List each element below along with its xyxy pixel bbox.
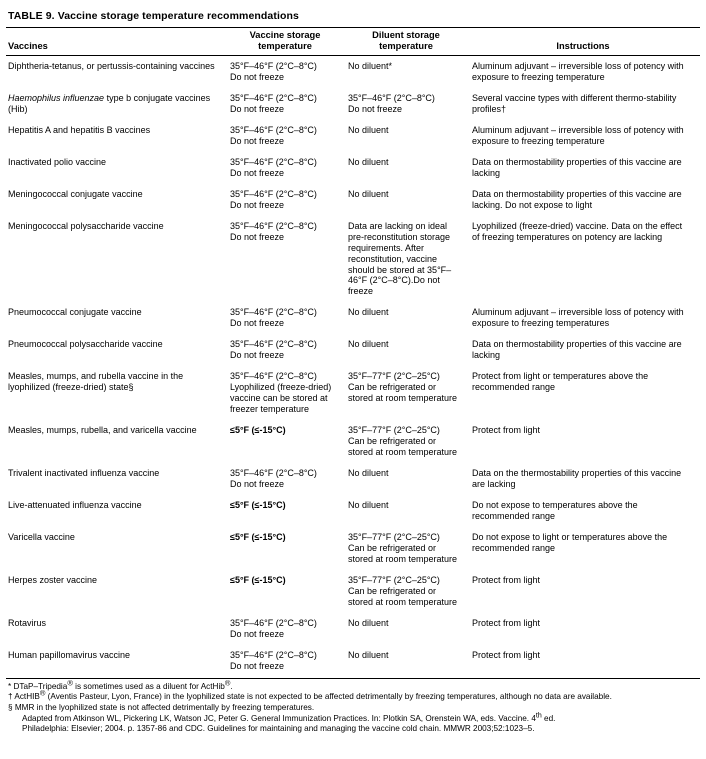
diluent-temperature-line: 35°F–46°F (2°C–8°C) (348, 92, 435, 103)
cell-vaccine-storage-temperature (228, 366, 346, 420)
cell-instructions (470, 645, 700, 678)
diluent-temperature-line: No diluent (348, 468, 389, 479)
footnotes (6, 677, 700, 735)
table-row (6, 366, 700, 420)
vaccine-name: Trivalent inactivated influenza vaccine (8, 468, 160, 479)
cell-diluent-storage-temperature (346, 55, 470, 87)
vaccine-name: Human papillomavirus vaccine (8, 649, 131, 660)
cell-instructions (470, 463, 700, 495)
cell-vaccine-storage-temperature (228, 302, 346, 334)
footnote-asterisk-pre: * DTaP–Tripedia (8, 681, 68, 691)
diluent-temperature-line: No diluent (348, 339, 389, 350)
cell-diluent-storage-temperature (346, 463, 470, 495)
table-row (6, 570, 700, 613)
table-row (6, 88, 700, 120)
vaccine-name: Herpes zoster vaccine (8, 574, 98, 585)
storage-temperature-line: Do not freeze (230, 479, 285, 490)
storage-temperature-line: 35°F–46°F (2°C–8°C) (230, 124, 317, 135)
storage-temperature-line: Do not freeze (230, 660, 285, 671)
cell-instructions (470, 495, 700, 527)
cell-vaccine-storage-temperature (228, 184, 346, 216)
cell-instructions (470, 334, 700, 366)
cell-vaccine-storage-temperature (228, 216, 346, 303)
footnote-dagger (8, 688, 700, 703)
cell-diluent-storage-temperature (346, 216, 470, 303)
storage-temperature-line: 35°F–46°F (2°C–8°C) (230, 649, 317, 660)
table-title: TABLE 9. Vaccine storage temperature recommendations (8, 10, 299, 22)
vaccine-name: Rotavirus (8, 617, 47, 628)
cell-vaccine (6, 55, 228, 87)
vaccine-name: Varicella vaccine (8, 531, 75, 542)
table-row (6, 495, 700, 527)
cell-vaccine (6, 184, 228, 216)
storage-temperature-line: Do not freeze (230, 167, 285, 178)
vaccine-name: Meningococcal polysaccharide vaccine (8, 220, 164, 231)
vaccine-name: Diphtheria-tetanus, or pertussis-containing vaccines (8, 60, 215, 71)
cell-vaccine-storage-temperature (228, 570, 346, 613)
storage-temperature-line: Do not freeze (230, 628, 285, 639)
cell-vaccine (6, 527, 228, 570)
instructions-line: Aluminum adjuvant – irreversible loss of potency with exposure to freezing temperature (472, 60, 684, 82)
instructions-line: Data on the thermostability properties of this vaccine are lacking (472, 468, 682, 490)
cell-diluent-storage-temperature (346, 527, 470, 570)
diluent-temperature-line: No diluent (348, 500, 389, 510)
footnote-source-line-2: Philadelphia: Elsevier; 2004. p. 1357-86 and CDC. Guidelines for maintaining and managing the vaccine cold chain. MMWR 2003;52:1023–5. (22, 724, 535, 734)
instructions-line: Protect from light (472, 617, 541, 628)
table-row (6, 420, 700, 463)
footnote-source-b: ed. (541, 713, 556, 723)
cell-instructions (470, 120, 700, 152)
storage-temperature-line: 35°F–46°F (2°C–8°C) (230, 371, 317, 382)
instructions-line: Protect from light (472, 649, 541, 660)
diluent-temperature-line: No diluent (348, 188, 389, 199)
table-header-row (6, 28, 700, 56)
storage-temperature-line: Do not freeze (230, 350, 285, 361)
cell-vaccine-storage-temperature (228, 613, 346, 645)
cell-vaccine-storage-temperature (228, 55, 346, 87)
table-row (6, 302, 700, 334)
footnote-asterisk-post: is sometimes used as a diluent for ActHib (72, 681, 225, 691)
table-row (6, 334, 700, 366)
cell-instructions (470, 527, 700, 570)
vaccine-name: type b conjugate vaccines (Hib) (8, 92, 211, 114)
cell-vaccine-storage-temperature (228, 88, 346, 120)
storage-temperature-line: 35°F–46°F (2°C–8°C) (230, 220, 317, 231)
cell-diluent-storage-temperature (346, 152, 470, 184)
vaccine-name: Inactivated polio vaccine (8, 156, 107, 167)
storage-temperature-frozen: ≤5°F (≤-15°C) (230, 500, 286, 510)
instructions-line: Data on thermostability properties of this vaccine are lacking. Do not expose to light (472, 188, 682, 210)
vaccine-name: Live-attenuated influenza vaccine (8, 500, 142, 510)
cell-vaccine-storage-temperature (228, 334, 346, 366)
storage-temperature-line: 35°F–46°F (2°C–8°C) (230, 156, 317, 167)
cell-instructions (470, 420, 700, 463)
storage-temperature-line: Do not freeze (230, 318, 285, 329)
cell-vaccine-storage-temperature (228, 527, 346, 570)
cell-diluent-storage-temperature (346, 334, 470, 366)
instructions-line: Do not expose to temperatures above the recommended range (472, 500, 638, 521)
footnote-dagger-post: (Aventis Pasteur, Lyon, France) in the lyophilized state is not expected to be affected detrimentally by freezing temperatures, although no data are available. (45, 692, 612, 702)
cell-vaccine-storage-temperature (228, 152, 346, 184)
instructions-line: Lyophilized (freeze-dried) vaccine. Data on the effect of freezing temperatures on potency are lacking (472, 220, 683, 242)
diluent-temperature-line: 35°F–77°F (2°C–25°C) (348, 574, 440, 585)
table-row (6, 527, 700, 570)
storage-temperature-line: 35°F–46°F (2°C–8°C) (230, 188, 317, 199)
footnote-source-ordinal: th (535, 711, 542, 719)
diluent-temperature-line: 35°F–77°F (2°C–25°C) (348, 425, 440, 436)
storage-temperature-line: Lyophilized (freeze-dried) vaccine can be stored at freezer temperature (230, 382, 332, 415)
column-header-vaccine-storage-temperature: Vaccine storage temperature (228, 28, 346, 56)
cell-vaccine (6, 420, 228, 463)
cell-vaccine (6, 570, 228, 613)
diluent-temperature-line: Can be refrigerated or stored at room temperature (348, 585, 458, 607)
cell-diluent-storage-temperature (346, 88, 470, 120)
cell-vaccine (6, 645, 228, 678)
footnote-asterisk-end: . (230, 681, 233, 691)
diluent-temperature-line: 35°F–77°F (2°C–25°C) (348, 531, 440, 542)
storage-temperature-line: 35°F–46°F (2°C–8°C) (230, 92, 317, 103)
cell-instructions (470, 152, 700, 184)
table-row (6, 463, 700, 495)
cell-instructions (470, 184, 700, 216)
cell-instructions (470, 216, 700, 303)
table-row (6, 55, 700, 87)
storage-temperature-line: 35°F–46°F (2°C–8°C) (230, 60, 317, 71)
vaccine-name-italic: Haemophilus influenzae (8, 92, 105, 103)
table-row (6, 120, 700, 152)
cell-vaccine-storage-temperature (228, 495, 346, 527)
cell-diluent-storage-temperature (346, 495, 470, 527)
registered-mark-icon: ® (67, 677, 73, 687)
cell-vaccine (6, 152, 228, 184)
diluent-temperature-line: No diluent (348, 307, 389, 318)
vaccine-storage-table (6, 27, 700, 679)
storage-temperature-line: Do not freeze (230, 199, 285, 210)
cell-vaccine-storage-temperature (228, 120, 346, 152)
vaccine-name: Hepatitis A and hepatitis B vaccines (8, 124, 151, 135)
cell-diluent-storage-temperature (346, 184, 470, 216)
storage-temperature-frozen: ≤5°F (≤-15°C) (230, 574, 286, 585)
diluent-temperature-line: Can be refrigerated or stored at room temperature (348, 436, 458, 458)
storage-temperature-line: 35°F–46°F (2°C–8°C) (230, 339, 317, 350)
diluent-temperature-line: Can be refrigerated or stored at room temperature (348, 542, 458, 564)
storage-temperature-line: 35°F–46°F (2°C–8°C) (230, 617, 317, 628)
vaccine-name: Measles, mumps, and rubella vaccine in the lyophilized (freeze-dried) state§ (8, 371, 184, 393)
column-header-vaccines: Vaccines (6, 28, 228, 56)
cell-instructions (470, 613, 700, 645)
cell-vaccine (6, 334, 228, 366)
footnote-source-a: Adapted from Atkinson WL, Pickering LK, Watson JC, Peter G. General Immunization Practices. In: Plotkin SA, Orenstein WA, eds. Vaccine. 4 (22, 713, 536, 723)
diluent-temperature-line: No diluent (348, 649, 389, 660)
footnote-dagger-pre: † ActHIB (8, 692, 40, 702)
cell-vaccine (6, 366, 228, 420)
instructions-line: Protect from light (472, 574, 541, 585)
cell-instructions (470, 302, 700, 334)
storage-temperature-line: 35°F–46°F (2°C–8°C) (230, 307, 317, 318)
cell-vaccine-storage-temperature (228, 645, 346, 678)
diluent-temperature-line: Data are lacking on ideal pre-reconstitution storage requirements. After reconstitution, vaccine should be stored at 35°F–46°F (2°C–8°C).Do not freeze (348, 220, 452, 297)
vaccine-name: Measles, mumps, rubella, and varicella vaccine (8, 425, 197, 436)
diluent-temperature-line: Can be refrigerated or stored at room temperature (348, 382, 458, 404)
instructions-line: Aluminum adjuvant – irreversible loss of potency with exposure to freezing temperature (472, 124, 684, 146)
diluent-temperature-line: 35°F–77°F (2°C–25°C) (348, 371, 440, 382)
cell-instructions (470, 366, 700, 420)
table-row (6, 152, 700, 184)
cell-diluent-storage-temperature (346, 613, 470, 645)
storage-temperature-line: Do not freeze (230, 103, 285, 114)
table-body (6, 55, 700, 678)
table-row (6, 645, 700, 678)
cell-vaccine (6, 120, 228, 152)
cell-diluent-storage-temperature (346, 366, 470, 420)
storage-temperature-line: Do not freeze (230, 231, 285, 242)
instructions-line: Do not expose to light or temperatures above the recommended range (472, 531, 668, 553)
storage-temperature-frozen: ≤5°F (≤-15°C) (230, 425, 286, 436)
vaccine-name: Pneumococcal conjugate vaccine (8, 307, 142, 318)
table-row (6, 184, 700, 216)
cell-diluent-storage-temperature (346, 570, 470, 613)
cell-vaccine (6, 463, 228, 495)
cell-vaccine (6, 88, 228, 120)
storage-temperature-line: Do not freeze (230, 71, 285, 82)
table-row (6, 216, 700, 303)
instructions-line: Protect from light (472, 425, 541, 436)
cell-vaccine (6, 613, 228, 645)
cell-instructions (470, 88, 700, 120)
cell-instructions (470, 55, 700, 87)
column-header-diluent-storage-temperature: Diluent storage temperature (346, 28, 470, 56)
vaccine-name: Pneumococcal polysaccharide vaccine (8, 339, 163, 350)
storage-temperature-line: Do not freeze (230, 135, 285, 146)
cell-vaccine-storage-temperature (228, 463, 346, 495)
diluent-temperature-line: No diluent (348, 124, 389, 135)
cell-instructions (470, 570, 700, 613)
cell-diluent-storage-temperature (346, 302, 470, 334)
vaccine-name: Meningococcal conjugate vaccine (8, 188, 143, 199)
diluent-temperature-line: No diluent* (348, 60, 393, 71)
diluent-temperature-line: No diluent (348, 156, 389, 167)
table-row (6, 613, 700, 645)
cell-vaccine (6, 302, 228, 334)
cell-vaccine (6, 495, 228, 527)
instructions-line: Protect from light or temperatures above the recommended range (472, 371, 649, 393)
instructions-line: Several vaccine types with different thermo-stability profiles† (472, 92, 677, 114)
registered-mark-icon: ® (39, 688, 46, 698)
table-header (6, 28, 700, 56)
column-header-instructions: Instructions (470, 28, 700, 56)
instructions-line: Data on thermostability properties of this vaccine are lacking (472, 339, 682, 361)
instructions-line: Aluminum adjuvant – irreversible loss of potency with exposure to freezing temperatures (472, 307, 684, 329)
footnote-section: § MMR in the lyophilized state is not affected detrimentally by freezing temperatures. (8, 702, 315, 712)
storage-temperature-frozen: ≤5°F (≤-15°C) (230, 531, 286, 542)
diluent-temperature-line: Do not freeze (348, 103, 403, 114)
cell-vaccine-storage-temperature (228, 420, 346, 463)
cell-diluent-storage-temperature (346, 420, 470, 463)
registered-mark-icon: ® (224, 677, 231, 687)
cell-diluent-storage-temperature (346, 120, 470, 152)
footnote-asterisk (8, 677, 700, 693)
storage-temperature-line: 35°F–46°F (2°C–8°C) (230, 468, 317, 479)
instructions-line: Data on thermostability properties of this vaccine are lacking (472, 156, 682, 178)
cell-vaccine (6, 216, 228, 303)
diluent-temperature-line: No diluent (348, 617, 389, 628)
cell-diluent-storage-temperature (346, 645, 470, 678)
footnote-source-line-1 (8, 711, 700, 725)
